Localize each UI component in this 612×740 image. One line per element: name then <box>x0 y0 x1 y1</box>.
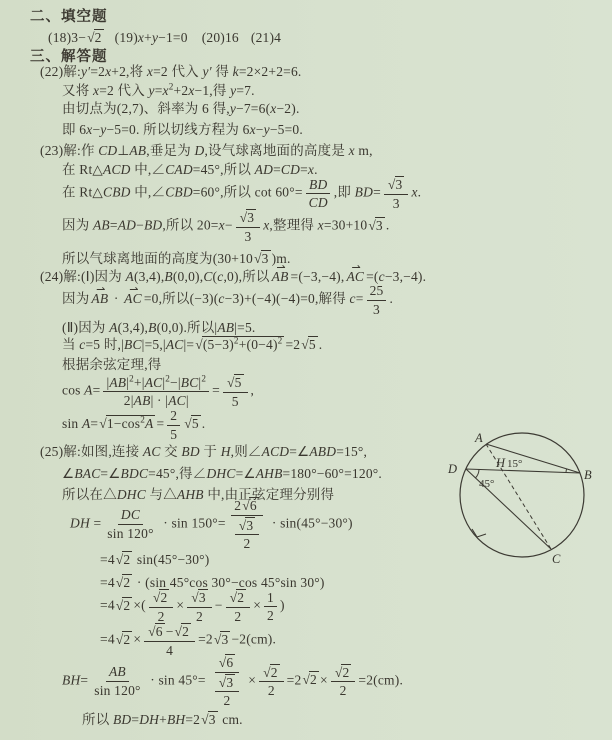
text-line-s22-l4: 即 6x−y−5=0. 所以切线方程为 6x−y−5=0. <box>62 122 303 137</box>
text-line-heading-solutions: 三、解答题 <box>30 49 108 65</box>
point-label-c: C <box>552 552 561 566</box>
vector-ab: ⇀ AB <box>91 291 108 308</box>
text-line-s25-l8: =4 √ 2 × √ 6 − √ 2 4 =2 √ 3 −2(cm). <box>100 624 277 658</box>
text-line-s24-l7: sin A= √ $1-\cos^2A$ = $\frac{2}{5}$ √ 5 . <box>62 408 206 442</box>
text-line-s25-l5: =4 √ 2 sin(45°−30°) <box>100 552 210 567</box>
text-line-s25-l9: BH= $\frac{AB}{\sin 120^\circ}$ · sin 45°= √ 6 √ 3 2 × √ 2 2 =2 √ 2 × √ 2 2 =2(cm). <box>62 655 404 709</box>
text-line-s23-l3: 在 Rt△CBD 中,∠CBD=60°,所以 cot 60°= $\frac{BD}{CD}$ ,即 BD= √ 3 3 x. <box>62 176 422 211</box>
text-line-s25-l6: =4 √ 2 · (sin 45°cos 30°−cos 45°sin 30°) <box>100 575 325 590</box>
text-line-s22-l1: (22)解:y′=2x+2,将 x=2 代入 y′ 得 k=2×2+2=6. <box>40 64 302 79</box>
point-label-h: H <box>496 456 506 470</box>
text-line-s25-l3: 所以在△DHC 与△AHB 中,由正弦定理分别得 <box>62 487 335 502</box>
text-line-s23-l1: (23)解:作 CD⊥AB,垂足为 D,设气球离地面的高度是 x m, <box>40 143 373 158</box>
angle-label-15: 15° <box>507 458 523 470</box>
text-line-s23-l4: 因为 AB=AD−BD,所以 20=x− √ 3 3 x,整理得 x=30+10 √ 3 . <box>62 210 390 244</box>
text-line-s25-l10: 所以 BD=DH+BH=2 √ 3 cm. <box>82 712 243 727</box>
text-line-s25-l2: ∠BAC=∠BDC=45°,得∠DHC=∠AHB=180°−60°=120°. <box>62 466 382 481</box>
text-line-s22-l3: 由切点为(2,7)、斜率为 6 得,y−7=6(x−2). <box>62 101 300 116</box>
point-label-a: A <box>475 431 483 445</box>
text-line-s24-l6: cos A= $\frac{|AB|^2+|AC|^2-|BC|^2}{2|AB| \cdot |AC|}$ = √ 5 5 , <box>62 373 255 409</box>
text-line-heading-fill-in: 二、填空题 <box>30 9 108 25</box>
text-line-s24-l1: (24)解:(Ⅰ)因为 A(3,4),B(0,0),C(c,0),所以 ⇀ AB =(−3,−4), ⇀ AC =(c−3,−4). <box>40 269 426 286</box>
point-label-b: B <box>584 468 592 482</box>
angle-arc-b <box>566 469 567 473</box>
chord-db <box>466 469 580 473</box>
vector-ac: ⇀ AC <box>346 269 364 286</box>
text-line-s25-l4: DH = $\frac{DC}{\sin 120^\circ}$ · sin 150°= 2 √ 6 √ 3 2 · sin(45°−30°) <box>70 498 353 552</box>
text-line-s25-l7: =4 √ 2 ×( √ 2 2 × √ 3 2 − √ 2 2 × $\frac{1}{2}$ ) <box>100 589 285 624</box>
text-line-s23-l2: 在 Rt△ACD 中,∠CAD=45°,所以 AD=CD=x. <box>62 162 318 177</box>
text-line-s25-l1: (25)解:如图,连接 AC 交 BD 于 H,则∠ACD=∠ABD=15°, <box>40 444 368 459</box>
angle-arc-d <box>476 470 480 478</box>
angle-label-45: 45° <box>479 478 495 490</box>
text-line-s23-l5: 所以气球离地面的高度为(30+10 √ 3 )m. <box>62 251 291 266</box>
text-line-s22-l2: 又将 x=2 代入 $y=x^2+2x-1$,得 y=7. <box>62 81 255 98</box>
vector-ab: ⇀ AB <box>272 269 289 286</box>
circle-arrow-icon <box>472 529 486 537</box>
circle-outline <box>460 433 584 557</box>
circle-diagram <box>446 430 612 576</box>
text-line-s24-l3: (Ⅱ)因为 A(3,4),B(0,0).所以|AB|=5. <box>62 320 256 335</box>
text-line-s24-l5: 根据余弦定理,得 <box>62 357 162 372</box>
text-line-s24-l2: 因为 ⇀ AB · ⇀ AC =0,所以(−3)(c−3)+(−4)(−4)=0,解得 c= $\frac{25}{3}$ . <box>62 283 393 317</box>
point-label-d: D <box>448 462 458 476</box>
text-line-fill-in-answers: (18)3− √ 2 (19)x+y−1=0 (20)16 (21)4 <box>48 30 282 45</box>
text-line-s24-l4: 当 c=5 时,|BC|=5,|AC|= √ $(5-3)^2+(0-4)^2$ =2 √ 5 . <box>62 335 323 352</box>
vector-ac: ⇀ AC <box>124 291 142 308</box>
